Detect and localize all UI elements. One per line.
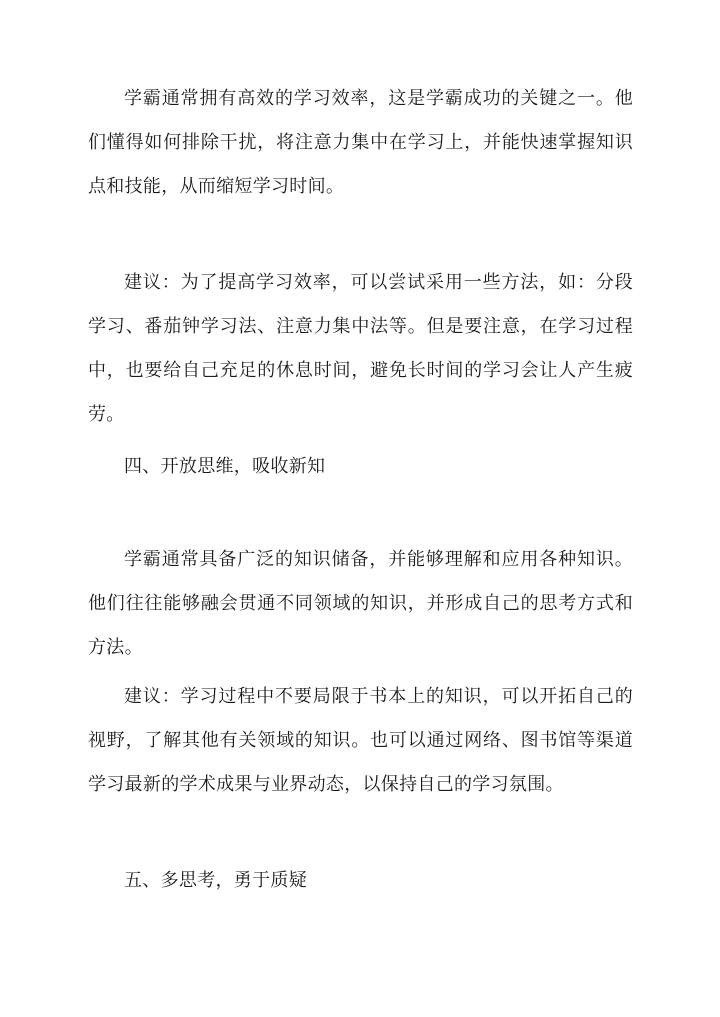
suggestion-paragraph: 建议：为了提高学习效率，可以尝试采用一些方法，如：分段学习、番茄钟学习法、注意力集中法等。但是要注意，在学习过程中，也要给自己充足的休息时间，避免长时间的学习会让人产生疲劳。 [88, 272, 633, 425]
body-paragraph: 学霸通常拥有高效的学习效率，这是学霸成功的关键之一。他们懂得如何排除干扰，将注意力集中在学习上，并能快速掌握知识点和技能，从而缩短学习时间。 [88, 88, 633, 197]
section-heading: 四、开放思维，吸收新知 [124, 456, 326, 477]
body-paragraph: 学霸通常具备广泛的知识储备，并能够理解和应用各种知识。他们往往能够融会贯通不同领域的知识，并形成自己的思考方式和方法。 [88, 549, 633, 658]
suggestion-paragraph: 建议：学习过程中不要局限于书本上的知识，可以开拓自己的视野，了解其他有关领域的知识。也可以通过网络、图书馆等渠道学习最新的学术成果与业界动态，以保持自己的学习氛围。 [88, 686, 633, 795]
section-heading: 五、多思考，勇于质疑 [124, 870, 307, 891]
